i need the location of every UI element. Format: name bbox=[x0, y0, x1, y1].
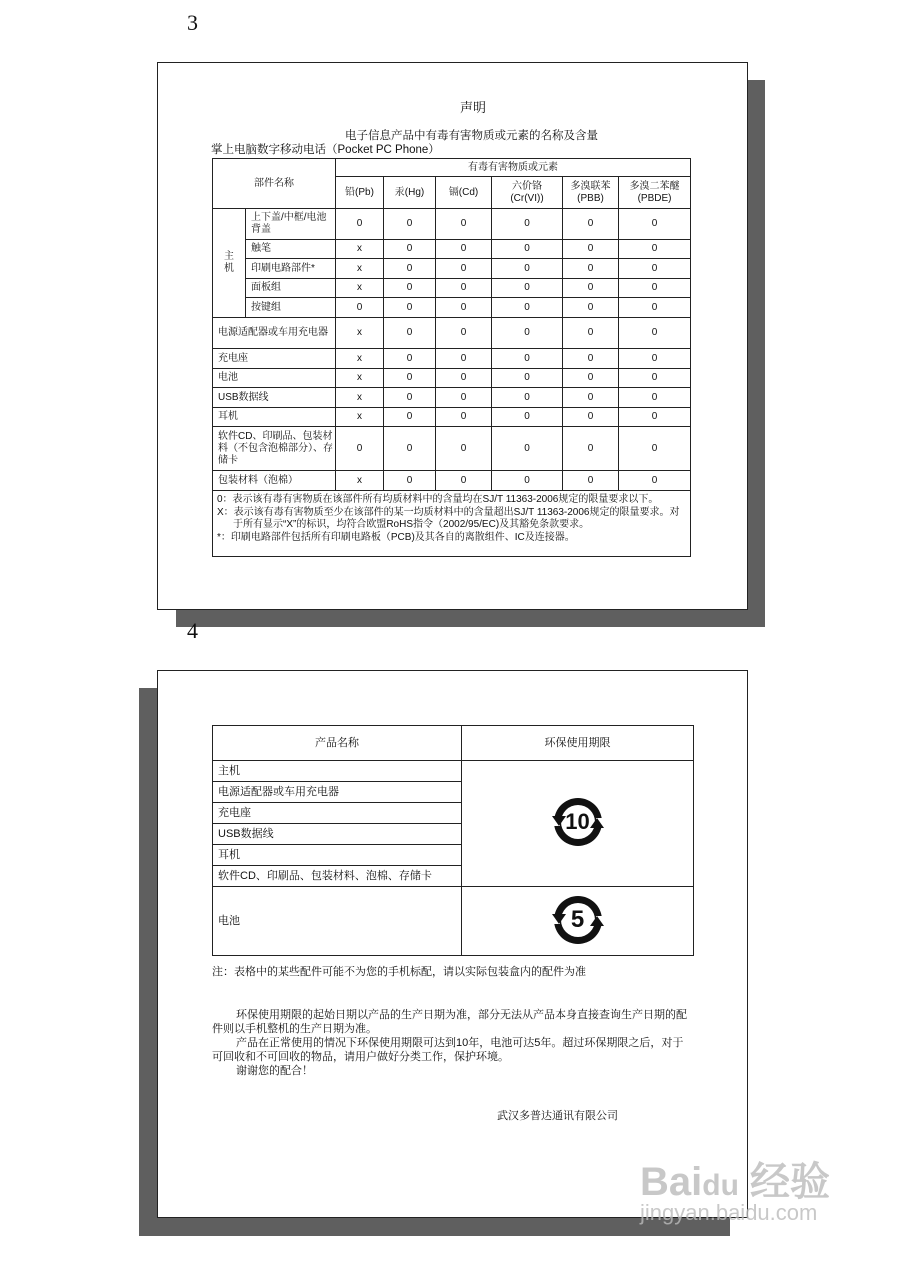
cell: 0 bbox=[384, 427, 436, 471]
header-group: 有毒有害物质或元素 bbox=[336, 159, 691, 177]
cell: 0 bbox=[492, 388, 563, 408]
cell: 0 bbox=[619, 318, 691, 349]
company-name: 武汉多普达通讯有限公司 bbox=[497, 1110, 618, 1122]
cell: 0 bbox=[563, 259, 619, 279]
table-row bbox=[213, 408, 691, 427]
paragraph: 产品在正常使用的情况下环保使用期限可达到10年，电池可达5年。超过环保期限之后，对于可回收和不可回收的物品，请用户做好分类工作，保护环境。 bbox=[212, 1037, 684, 1063]
part-name: 耳机 bbox=[213, 408, 336, 427]
cell: 0 bbox=[619, 240, 691, 259]
main-unit-label: 主 机 bbox=[213, 209, 246, 318]
cell: 0 bbox=[619, 427, 691, 471]
cell: 0 bbox=[492, 259, 563, 279]
cell: 0 bbox=[436, 298, 492, 318]
cell: 0 bbox=[384, 369, 436, 388]
cell: 0 bbox=[619, 369, 691, 388]
cell: 0 bbox=[563, 408, 619, 427]
product-name: 电源适配器或车用充电器 bbox=[213, 782, 462, 803]
cell: x bbox=[336, 369, 384, 388]
cell: x bbox=[336, 240, 384, 259]
header-period: 环保使用期限 bbox=[462, 726, 694, 761]
page-number: 3 bbox=[187, 10, 198, 35]
part-name: USB数据线 bbox=[213, 388, 336, 408]
cell: 0 bbox=[563, 240, 619, 259]
table-row bbox=[213, 388, 691, 408]
part-name: 触笔 bbox=[246, 240, 336, 259]
cell: 0 bbox=[492, 279, 563, 298]
cell: 0 bbox=[563, 369, 619, 388]
cell: 0 bbox=[384, 259, 436, 279]
cell: 0 bbox=[436, 349, 492, 369]
table-row bbox=[213, 240, 691, 259]
footnote: X：表示该有毒有害物质至少在该部件的某一均质材料中的含量超出SJ/T 11363-2006规定的限量要求。对于所有显示“X”的标识，均符合欧盟RoHS指令（2002/95/EC)及其豁免条款要求。 bbox=[217, 506, 680, 530]
cell: 0 bbox=[436, 408, 492, 427]
column-header: 汞(Hg) bbox=[384, 177, 436, 209]
cell: 0 bbox=[384, 298, 436, 318]
cell: 0 bbox=[492, 471, 563, 491]
eco-period-years: 5 bbox=[570, 905, 585, 933]
cell: 0 bbox=[563, 318, 619, 349]
cell: 0 bbox=[436, 209, 492, 240]
cell: 0 bbox=[384, 318, 436, 349]
cell: 0 bbox=[563, 427, 619, 471]
header-product: 产品名称 bbox=[213, 726, 462, 761]
cell: 0 bbox=[619, 298, 691, 318]
period-cell bbox=[462, 761, 694, 887]
cell: 0 bbox=[336, 298, 384, 318]
cell: 0 bbox=[384, 209, 436, 240]
column-header: 多溴二苯醚 (PBDE) bbox=[619, 177, 691, 209]
table-row bbox=[213, 349, 691, 369]
product-name: 耳机 bbox=[213, 845, 462, 866]
eco-period-icon bbox=[548, 794, 608, 850]
eco-period-years: 10 bbox=[565, 809, 590, 834]
table-row bbox=[213, 279, 691, 298]
product-name: 掌上电脑数字移动电话（Pocket PC Phone） bbox=[211, 144, 440, 156]
hazard-table bbox=[212, 158, 691, 557]
cell: 0 bbox=[492, 369, 563, 388]
cell: 0 bbox=[336, 209, 384, 240]
table-row bbox=[213, 369, 691, 388]
cell: 0 bbox=[492, 209, 563, 240]
cell: 0 bbox=[619, 279, 691, 298]
cell: 0 bbox=[619, 209, 691, 240]
cell: 0 bbox=[492, 349, 563, 369]
cell: 0 bbox=[436, 259, 492, 279]
cell: 0 bbox=[436, 427, 492, 471]
cell: 0 bbox=[563, 388, 619, 408]
cell: 0 bbox=[492, 298, 563, 318]
cell: x bbox=[336, 349, 384, 369]
doc-title: 声明 bbox=[460, 100, 487, 115]
cell: 0 bbox=[436, 240, 492, 259]
part-name: 按键组 bbox=[246, 298, 336, 318]
cell: 0 bbox=[436, 369, 492, 388]
eco-period-table bbox=[212, 725, 694, 956]
part-name: 上下盖/中框/电池背盖 bbox=[246, 209, 336, 240]
part-name: 电池 bbox=[213, 369, 336, 388]
column-header: 镉(Cd) bbox=[436, 177, 492, 209]
part-name: 软件CD、印刷品、包装材料（不包含泡棉部分）、存储卡 bbox=[213, 427, 336, 471]
table-row bbox=[213, 427, 691, 471]
footnote: 0：表示该有毒有害物质在该部件所有均质材料中的含量均在SJ/T 11363-2006规定的限量要求以下。 bbox=[217, 494, 659, 505]
page-number: 4 bbox=[187, 618, 198, 643]
cell: 0 bbox=[492, 318, 563, 349]
cell: 0 bbox=[619, 388, 691, 408]
product-name: USB数据线 bbox=[213, 824, 462, 845]
paragraph: 谢谢您的配合！ bbox=[236, 1065, 313, 1077]
cell: x bbox=[336, 471, 384, 491]
baidu-watermark-logo: Baidu 经验 bbox=[640, 1160, 831, 1204]
footnote: *：印刷电路部件包括所有印刷电路板（PCB)及其各自的离散组件、IC及连接器。 bbox=[217, 531, 575, 543]
cell: 0 bbox=[336, 427, 384, 471]
cell: 0 bbox=[436, 318, 492, 349]
part-name: 充电座 bbox=[213, 349, 336, 369]
cell: 0 bbox=[384, 388, 436, 408]
table-row bbox=[213, 259, 691, 279]
eco-period-icon bbox=[548, 892, 608, 948]
cell: 0 bbox=[563, 471, 619, 491]
cell: 0 bbox=[384, 471, 436, 491]
cell: 0 bbox=[492, 427, 563, 471]
cell: x bbox=[336, 388, 384, 408]
product-name: 充电座 bbox=[213, 803, 462, 824]
product-name: 电池 bbox=[213, 887, 462, 956]
cell: 0 bbox=[563, 298, 619, 318]
cell: x bbox=[336, 408, 384, 427]
doc-subtitle: 电子信息产品中有毒有害物质或元素的名称及含量 bbox=[345, 130, 598, 142]
header-part: 部件名称 bbox=[213, 159, 336, 209]
cell: 0 bbox=[436, 471, 492, 491]
cell: x bbox=[336, 318, 384, 349]
cell: x bbox=[336, 259, 384, 279]
part-name: 印刷电路部件* bbox=[246, 259, 336, 279]
cell: 0 bbox=[619, 349, 691, 369]
cell: 0 bbox=[563, 279, 619, 298]
paragraph: 环保使用期限的起始日期以产品的生产日期为准，部分无法从产品本身直接查询生产日期的配件则以手机整机的生产日期为准。 bbox=[212, 1009, 687, 1035]
table-row bbox=[213, 471, 691, 491]
cell: 0 bbox=[619, 471, 691, 491]
column-header: 多溴联苯 (PBB) bbox=[563, 177, 619, 209]
watermark-url: jingyan.baidu.com bbox=[640, 1200, 818, 1225]
cell: 0 bbox=[384, 279, 436, 298]
part-name: 面板组 bbox=[246, 279, 336, 298]
cell: 0 bbox=[436, 279, 492, 298]
column-header: 六价铬 (Cr(VI)) bbox=[492, 177, 563, 209]
cell: 0 bbox=[492, 240, 563, 259]
cell: x bbox=[336, 279, 384, 298]
cell: 0 bbox=[436, 388, 492, 408]
cell: 0 bbox=[619, 259, 691, 279]
period-cell bbox=[462, 887, 694, 956]
product-name: 主机 bbox=[213, 761, 462, 782]
cell: 0 bbox=[384, 349, 436, 369]
table-row bbox=[213, 298, 691, 318]
part-name: 包装材料（泡棉） bbox=[213, 471, 336, 491]
table-note: 注：表格中的某些配件可能不为您的手机标配，请以实际包装盒内的配件为准 bbox=[212, 966, 586, 978]
product-name: 软件CD、印刷品、包装材料、泡棉、存储卡 bbox=[213, 866, 462, 887]
table-row bbox=[213, 318, 691, 349]
cell: 0 bbox=[563, 209, 619, 240]
table-row bbox=[213, 761, 694, 782]
column-header: 铅(Pb) bbox=[336, 177, 384, 209]
cell: 0 bbox=[563, 349, 619, 369]
footnotes bbox=[213, 491, 691, 557]
table-row bbox=[213, 209, 691, 240]
cell: 0 bbox=[619, 408, 691, 427]
cell: 0 bbox=[384, 240, 436, 259]
part-name: 电源适配器或车用充电器 bbox=[213, 318, 336, 349]
cell: 0 bbox=[384, 408, 436, 427]
cell: 0 bbox=[492, 408, 563, 427]
